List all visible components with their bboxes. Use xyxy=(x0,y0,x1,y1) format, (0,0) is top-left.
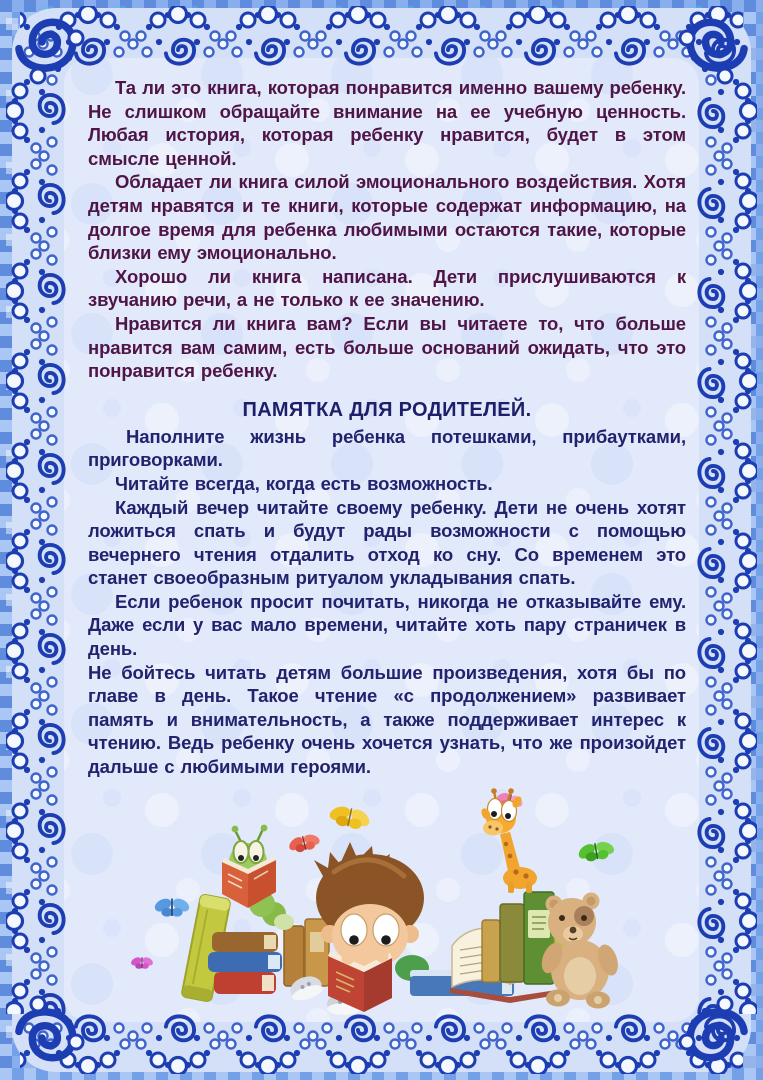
paragraph: Читайте всегда, когда есть возможность. xyxy=(115,472,493,494)
reading-children-illustration xyxy=(96,786,666,1022)
butterfly-red-icon xyxy=(285,830,323,855)
butterfly-yellow-icon xyxy=(325,801,374,833)
memo-title: ПАМЯТКА ДЛЯ РОДИТЕЛЕЙ. xyxy=(242,398,532,421)
paragraph: Та ли это книга, которая понравится именно вашему ребенку. Не слишком обращайте внимание на ее учебную ценность. Любая история, которая ребенку нравится, будет в этом смысле ценной. xyxy=(88,77,686,169)
butterfly-magenta-icon xyxy=(130,956,155,969)
standing-books-icon xyxy=(284,919,329,986)
butterfly-blue-icon xyxy=(153,896,192,917)
document-body xyxy=(88,76,686,779)
paragraph: Каждый вечер читайте своему ребенку. Дети не очень хотят ложиться спать и будут рады возможности с помощью вечернего чтения отдалить отход ко сну. Со временем это станет своеобразным ритуалом укладывания спать. xyxy=(88,496,686,589)
giraffe-toy-icon xyxy=(480,788,537,893)
intro-section xyxy=(88,76,686,383)
book-stack-icon xyxy=(208,932,282,994)
butterfly-green-icon xyxy=(575,837,618,864)
paragraph: Не бойтесь читать детям большие произведения, хотя бы по главе в день. Такое чтение «с продолжением» развивает память и внимательность, а также поддерживает интерес к чтению. Ведь ребенку очень хочется узнать, что же произойдет дальше с любимыми героями. xyxy=(88,661,686,778)
paragraph: Наполните жизнь ребенка потешками, прибаутками, приговорками. xyxy=(88,425,686,471)
paragraph: Нравится ли книга вам? Если вы читаете то, что больше нравится вам самим, есть больше оснований ожидать, что это понравится ребенку. xyxy=(88,312,686,382)
paragraph: Хорошо ли книга написана. Дети прислушиваются к звучанию речи, а не только к ее значению. xyxy=(88,265,686,311)
paragraph: Если ребенок просит почитать, никогда не отказывайте ему. Даже если у вас мало времени, читайте хоть пару страничек в день. xyxy=(88,590,686,660)
paragraph: Обладает ли книга силой эмоционального воздействия. Хотя детям нравятся и те книги, которые содержат информацию, на долгое время для ребенка любимыми остаются такие, которые близки ему эмоционально. xyxy=(88,171,686,264)
memo-section xyxy=(88,425,686,779)
caterpillar-reading-icon xyxy=(222,825,294,930)
